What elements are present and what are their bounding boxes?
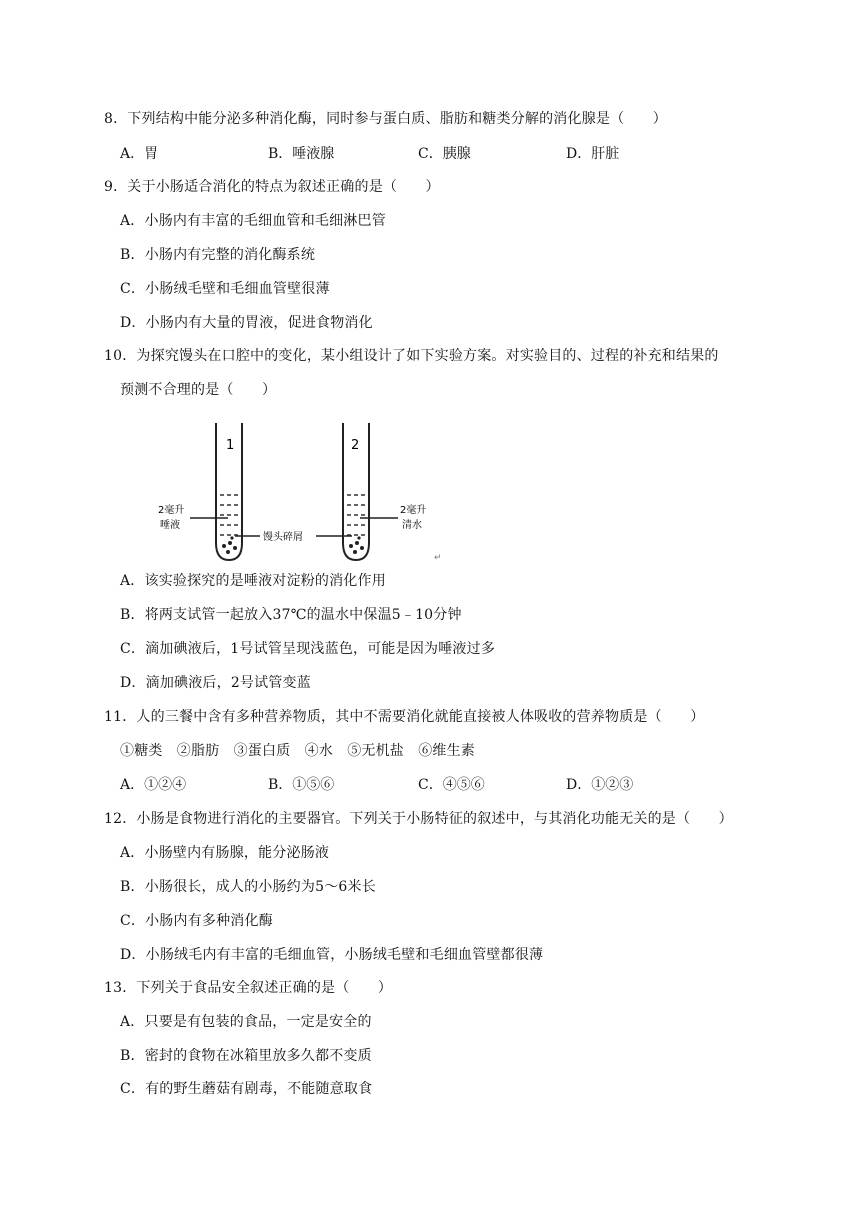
question-11-stem: 11．人的三餐中含有多种营养物质，其中不需要消化就能直接被人体吸收的营养物质是（ ） xyxy=(104,709,705,725)
question-11-option-b: B．①⑤⑥ xyxy=(268,777,335,793)
question-8-stem: 8．下列结构中能分泌多种消化酶，同时参与蛋白质、脂肪和糖类分解的消化腺是（ ） xyxy=(104,111,667,127)
question-11-option-a: A．①②④ xyxy=(120,777,187,793)
question-8-option-b: B．唾液腺 xyxy=(268,146,335,162)
question-11-items: ①糖类 ②脂肪 ③蛋白质 ④水 ⑤无机盐 ⑥维生素 xyxy=(120,743,475,759)
question-9-option-a: A．小肠内有丰富的毛细血管和毛细淋巴管 xyxy=(120,213,386,229)
question-10-option-c: C．滴加碘液后，1号试管呈现浅蓝色，可能是因为唾液过多 xyxy=(120,641,496,657)
question-8-option-c: C．胰腺 xyxy=(418,146,471,162)
label-middle: 馒头碎屑 xyxy=(263,532,303,543)
question-10-option-d: D．滴加碘液后，2号试管变蓝 xyxy=(120,675,311,691)
question-9-option-d: D．小肠内有大量的胃液，促进食物消化 xyxy=(120,315,373,331)
question-13-option-b: B．密封的食物在冰箱里放多久都不变质 xyxy=(120,1048,372,1064)
question-12-option-c: C．小肠内有多种消化酶 xyxy=(120,913,273,929)
question-11-option-c: C．④⑤⑥ xyxy=(418,777,485,793)
question-12-option-a: A．小肠壁内有肠腺，能分泌肠液 xyxy=(120,845,330,861)
paragraph-mark: ↵ xyxy=(434,553,442,563)
test-tube-experiment-figure xyxy=(140,415,460,565)
question-12-option-d: D．小肠绒毛内有丰富的毛细血管，小肠绒毛壁和毛细血管壁都很薄 xyxy=(120,947,544,963)
question-13-stem: 13．下列关于食品安全叙述正确的是（ ） xyxy=(104,980,393,996)
label-right-line-2: 清水 xyxy=(402,520,422,531)
tube-1-number: 1 xyxy=(226,438,235,453)
question-10-stem-line-1: 10．为探究馒头在口腔中的变化，某小组设计了如下实验方案。对实验目的、过程的补充和结果的 xyxy=(104,348,719,364)
question-9-option-c: C．小肠绒毛壁和毛细血管壁很薄 xyxy=(120,281,330,297)
question-12-stem: 12．小肠是食物进行消化的主要器官。下列关于小肠特征的叙述中，与其消化功能无关的是（ ） xyxy=(104,811,733,827)
tube-2-number: 2 xyxy=(351,438,360,453)
label-left-line-2: 唾液 xyxy=(160,520,180,531)
question-12-option-b: B．小肠很长，成人的小肠约为5～6米长 xyxy=(120,879,376,895)
label-left-line-1: 2毫升 xyxy=(158,505,185,516)
question-8-option-d: D．肝脏 xyxy=(566,146,620,162)
question-8-option-a: A．胃 xyxy=(120,146,159,162)
question-10-option-b: B．将两支试管一起放入37℃的温水中保温5﹣10分钟 xyxy=(120,607,462,623)
question-10-stem-line-2: 预测不合理的是（ ） xyxy=(120,382,277,398)
question-11-option-d: D．①②③ xyxy=(566,777,634,793)
label-right-line-1: 2毫升 xyxy=(400,505,427,516)
question-9-stem: 9．关于小肠适合消化的特点为叙述正确的是（ ） xyxy=(104,179,440,195)
question-13-option-c: C．有的野生蘑菇有剧毒，不能随意取食 xyxy=(120,1081,373,1097)
question-10-option-a: A．该实验探究的是唾液对淀粉的消化作用 xyxy=(120,573,386,589)
question-13-option-a: A．只要是有包装的食品，一定是安全的 xyxy=(120,1014,372,1030)
question-9-option-b: B．小肠内有完整的消化酶系统 xyxy=(120,247,316,263)
